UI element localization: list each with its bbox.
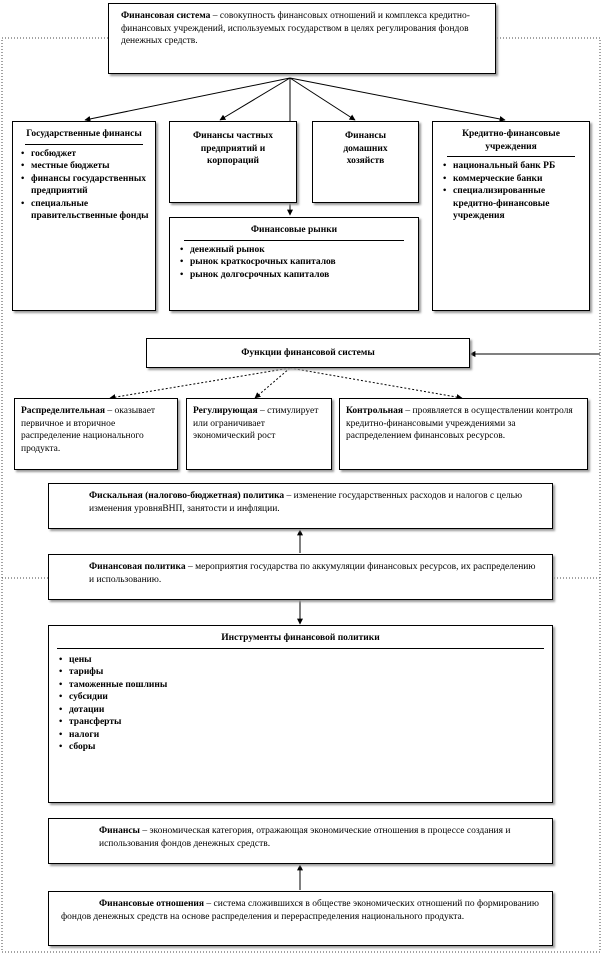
instruments-title: Инструменты финансовой политики bbox=[221, 633, 380, 643]
list-item: • специальные правительственные фонды bbox=[17, 198, 151, 223]
divider bbox=[57, 648, 544, 649]
distributive-text: – оказывает первичное и вторичное распределение национального продукта. bbox=[21, 406, 156, 454]
financial-policy-term: Финансовая политика bbox=[89, 562, 186, 572]
regulating-term: Регулирующая bbox=[193, 406, 258, 416]
private-enterprises-box bbox=[169, 121, 297, 203]
arrow-to-control bbox=[290, 368, 462, 398]
list-item: • налоги bbox=[55, 729, 546, 742]
households-box bbox=[312, 121, 419, 203]
list-item: • дотации bbox=[55, 704, 546, 717]
list-item: • специализированные кредитно-финансовые учреждения bbox=[439, 185, 583, 223]
list-item: • субсидии bbox=[55, 691, 546, 704]
list-item: • цены bbox=[55, 654, 546, 667]
list-item: • рынок долгосрочных капиталов bbox=[176, 269, 412, 282]
functions-title-box bbox=[146, 338, 470, 368]
list-item: • рынок краткосрочных капиталов bbox=[176, 256, 412, 269]
functions-title: Функции финансовой системы bbox=[241, 348, 375, 358]
finance-term: Финансы bbox=[99, 826, 140, 836]
list-item: • трансферты bbox=[55, 716, 546, 729]
control-function-box bbox=[339, 398, 588, 470]
financial-relations-box bbox=[48, 891, 553, 946]
financial-markets-title: Финансовые рынки bbox=[250, 225, 338, 235]
financial-markets-box bbox=[169, 217, 419, 311]
list-item: • денежный рынок bbox=[176, 244, 412, 257]
regulating-text: – стимулирует или ограничивает экономический рост bbox=[193, 406, 319, 441]
fiscal-policy-term: Фискальная (налогово-бюджетная) политика bbox=[89, 491, 285, 501]
list-item: • местные бюджеты bbox=[17, 160, 151, 173]
financial-system-text: – совокупность финансовых отношений и комплекса кредитно-финансовых учреждений, используемых государством в целях регулирования фондов денежных средств. bbox=[121, 11, 470, 46]
list-item: • коммерческие банки bbox=[439, 173, 583, 186]
arrow-to-state-finance bbox=[85, 78, 290, 120]
finance-definition-box bbox=[48, 818, 553, 864]
fiscal-policy-text: – изменение государственных расходов и налогов с целью изменения уровняВНП, занятости и инфляции. bbox=[89, 491, 523, 514]
list-item: • финансы государственных предприятий bbox=[17, 173, 151, 198]
financial-relations-term: Финансовые отношения bbox=[99, 899, 205, 909]
arrow-to-regulating bbox=[255, 368, 290, 398]
list-item: • госбюджет bbox=[17, 148, 151, 161]
state-finance-title: Государственные финансы bbox=[26, 129, 142, 139]
households-title: Финансы домашних хозяйств bbox=[343, 131, 388, 166]
financial-policy-text: – мероприятия государства по аккумуляции финансовых ресурсов, их распределению и использованию. bbox=[89, 562, 536, 585]
control-text: – проявляется в осуществлении контроля кредитно-финансовыми учреждениями за распределением финансовых ресурсов. bbox=[346, 406, 573, 441]
credit-institutions-title: Кредитно-финансовые учреждения bbox=[462, 129, 560, 152]
finance-text: – экономическая категория, отражающая экономические отношения в процессе создания и использования фондов денежных средств. bbox=[99, 826, 511, 849]
list-item: • национальный банк РБ bbox=[439, 160, 583, 173]
state-finance-box bbox=[12, 121, 156, 311]
divider bbox=[25, 144, 143, 145]
list-item: • таможенные пошлины bbox=[55, 679, 546, 692]
credit-institutions-list bbox=[439, 160, 583, 223]
credit-institutions-box bbox=[432, 121, 590, 311]
distributive-term: Распределительная bbox=[21, 406, 106, 416]
private-enterprises-title: Финансы частных предприятий и корпораций bbox=[193, 131, 273, 166]
arrow-to-distributive bbox=[110, 368, 290, 398]
financial-policy-box bbox=[48, 554, 553, 600]
arrow-to-private bbox=[220, 78, 290, 120]
state-finance-list bbox=[17, 148, 151, 223]
financial-system-term: Финансовая система bbox=[121, 11, 211, 21]
fiscal-policy-box bbox=[48, 483, 553, 529]
list-item: • сборы bbox=[55, 741, 546, 754]
divider bbox=[447, 156, 575, 157]
divider bbox=[184, 240, 404, 241]
financial-relations-text: – система сложившихся в обществе экономических отношений по формированию фондов денежных средств на основе распределения и перераспределения национального продукта. bbox=[61, 899, 539, 922]
distributive-function-box bbox=[14, 398, 178, 470]
financial-system-definition bbox=[108, 3, 496, 74]
regulating-function-box bbox=[186, 398, 332, 470]
financial-markets-list bbox=[176, 244, 412, 282]
control-term: Контрольная bbox=[346, 406, 404, 416]
instruments-list bbox=[55, 654, 546, 754]
instruments-box bbox=[48, 625, 553, 803]
list-item: • тарифы bbox=[55, 666, 546, 679]
